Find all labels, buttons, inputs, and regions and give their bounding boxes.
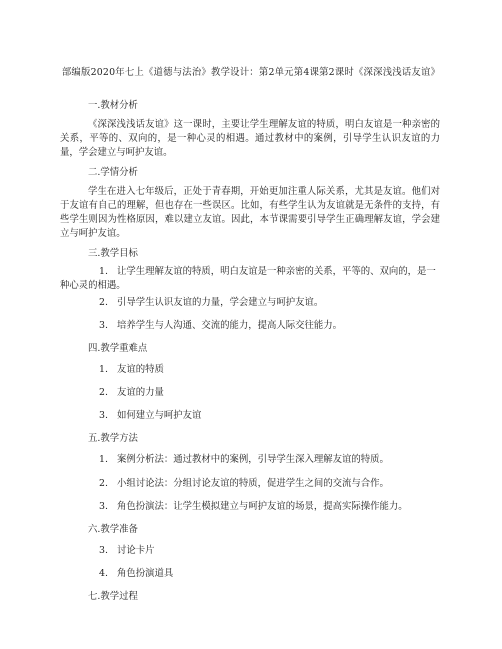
list-item-text: 如何建立与呵护友谊 bbox=[117, 410, 202, 421]
list-item bbox=[60, 453, 445, 467]
section-heading-key-points: 四.教学重难点 bbox=[88, 343, 148, 354]
section-paragraph-textbook-analysis: 《深深浅浅话友谊》这一课时，主要让学生理解友谊的特质，明白友谊是一种亲密的关系，平等的、双向的，是一种心灵的相遇。通过教材中的案例，引导学生认识友谊的力量，学会建立与呵护友谊。 bbox=[60, 119, 440, 158]
section-heading-student-analysis: 二.学情分析 bbox=[88, 167, 138, 178]
list-item-text: 讨论卡片 bbox=[117, 545, 155, 556]
list-item-text: 友谊的力量 bbox=[117, 387, 164, 398]
list-item bbox=[60, 319, 445, 333]
list-item-number: 3. bbox=[99, 545, 108, 556]
list-item-number: 1. bbox=[99, 266, 108, 277]
list-item-text: 友谊的特质 bbox=[117, 364, 164, 375]
list-item bbox=[60, 386, 445, 400]
document-title: 部编版2020年七上《道德与法治》教学设计：第2单元第4课第2课时《深深浅浅话友谊》 bbox=[61, 67, 441, 78]
list-item-text: 让学生理解友谊的特质，明白友谊是一种亲密的关系，平等的、双向的，是一种心灵的相遇。 bbox=[60, 266, 436, 291]
section-heading-teaching-methods: 五.教学方法 bbox=[88, 433, 138, 444]
list-item-number: 1. bbox=[99, 454, 108, 465]
section-heading-teaching-process: 七.教学过程 bbox=[88, 591, 138, 602]
list-item-number: 3. bbox=[99, 410, 108, 421]
list-item-text: 引导学生认识友谊的力量，学会建立与呵护友谊。 bbox=[117, 297, 324, 308]
list-item-text: 案例分析法：通过教材中的案例，引导学生深入理解友谊的特质。 bbox=[117, 454, 389, 465]
list-item-number: 2. bbox=[99, 297, 108, 308]
section-heading-teaching-goals: 三.教学目标 bbox=[88, 248, 138, 259]
list-item bbox=[60, 477, 445, 491]
list-item-number: 2. bbox=[99, 387, 108, 398]
list-item-number: 4. bbox=[99, 568, 108, 579]
list-item-text: 角色扮演道具 bbox=[117, 568, 174, 579]
list-item-text: 培养学生与人沟通、交流的能力，提高人际交往能力。 bbox=[117, 320, 343, 331]
list-item bbox=[60, 409, 445, 423]
list-item-number: 3. bbox=[99, 501, 108, 512]
section-heading-textbook-analysis: 一.教材分析 bbox=[88, 100, 138, 111]
list-item-number: 3. bbox=[99, 320, 108, 331]
list-item bbox=[60, 296, 445, 310]
list-item bbox=[60, 567, 445, 581]
list-item bbox=[60, 265, 445, 293]
section-paragraph-student-analysis: 学生在进入七年级后，正处于青春期，开始更加注重人际关系，尤其是友谊。他们对于友谊有自己的理解，但也存在一些误区。比如，有些学生认为友谊就是无条件的支持，有些学生则因为性格原因，难以建立友谊。因此，本节课需要引导学生正确理解友谊，学会建立与呵护友谊。 bbox=[60, 186, 440, 239]
list-item-text: 角色扮演法：让学生模拟建立与呵护友谊的场景，提高实际操作能力。 bbox=[117, 501, 408, 512]
list-item bbox=[60, 500, 445, 514]
list-item-number: 1. bbox=[99, 364, 108, 375]
list-item bbox=[60, 363, 445, 377]
list-item-number: 2. bbox=[99, 478, 108, 489]
list-item-text: 小组讨论法：分组讨论友谊的特质，促进学生之间的交流与合作。 bbox=[117, 478, 389, 489]
section-heading-preparation: 六.教学准备 bbox=[88, 524, 138, 535]
list-item bbox=[60, 544, 445, 558]
